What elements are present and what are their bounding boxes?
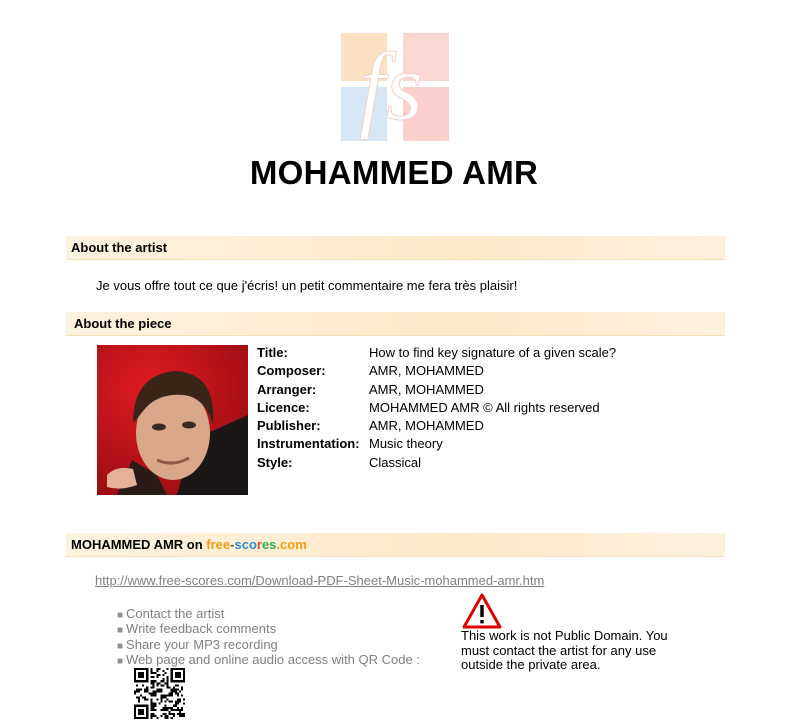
artist-action-item[interactable] [117,621,420,636]
piece-info-value: How to find key signature of a given scale? [369,345,617,360]
piece-info-value: AMR, MOHAMMED [369,363,484,379]
piece-info-row [257,454,616,472]
piece-info-row [257,381,616,399]
freescores-brand-part: .com [276,537,307,552]
artist-action-item[interactable] [117,606,420,621]
piece-info-label: Licence: [257,399,310,415]
piece-info-label: Publisher: [257,418,321,434]
piece-info-row [257,399,616,417]
free-scores-logo [341,33,449,141]
piece-info-value: MOHAMMED AMR © All rights reserved [369,399,600,415]
artist-action-label: Share your MP3 recording [126,636,278,652]
piece-info-label: Title: [257,345,288,360]
qr-code [134,668,185,719]
artist-bio: Je vous offre tout ce que j'écris! un petit commentaire me fera très plaisir! [96,278,518,293]
square-bullet-icon: ■ [117,610,124,621]
freescores-brand-part: sco [234,537,257,552]
piece-info-table [257,344,616,472]
square-bullet-icon: ■ [117,640,124,652]
piece-info-row [257,435,616,453]
square-bullet-icon: ■ [117,655,124,667]
piece-info-row [257,417,616,435]
artist-page-link[interactable]: http://www.free-scores.com/Download-PDF-Sheet-Music-mohammed-amr.htm [95,573,545,588]
freescores-brand-part: free [206,537,231,552]
copyright-notice: This work is not Public Domain. You must contact the artist for any use outside the private area. [461,628,668,672]
svg-text:fs: fs [358,33,424,140]
piece-info-value: AMR, MOHAMMED [369,418,484,434]
piece-info-label: Instrumentation: [257,436,360,452]
artist-action-label: Write feedback comments [126,621,277,637]
piece-info-label: Style: [257,454,293,470]
piece-info-value: AMR, MOHAMMED [369,381,484,397]
piece-info-label: Composer: [257,363,326,379]
about-artist-header: About the artist [66,236,725,260]
artist-name-title: MOHAMMED AMR [249,154,539,191]
freescores-brand[interactable] [206,537,306,552]
on-freescores-header [66,533,725,557]
piece-info-label: Arranger: [257,381,317,397]
piece-info-value: Music theory [369,436,443,452]
freescores-brand-part: es [261,537,277,552]
artist-action-label: Contact the artist [126,606,225,621]
on-freescores-prefix: MOHAMMED AMR on [71,537,207,552]
warning-triangle-icon [462,593,502,629]
artist-photo [97,345,248,495]
freescores-brand-part: - [230,537,235,552]
piece-info-value: Classical [369,454,422,470]
about-piece-header: About the piece [66,312,725,336]
piece-info-row [257,362,616,380]
artist-actions-list [117,606,420,667]
piece-info-row [257,344,616,362]
square-bullet-icon: ■ [117,625,124,637]
artist-action-label: Web page and online audio access with QR Code : [126,651,420,667]
artist-action-item[interactable] [117,637,420,652]
freescores-brand-part: r [256,537,262,552]
artist-action-item[interactable] [117,652,420,667]
